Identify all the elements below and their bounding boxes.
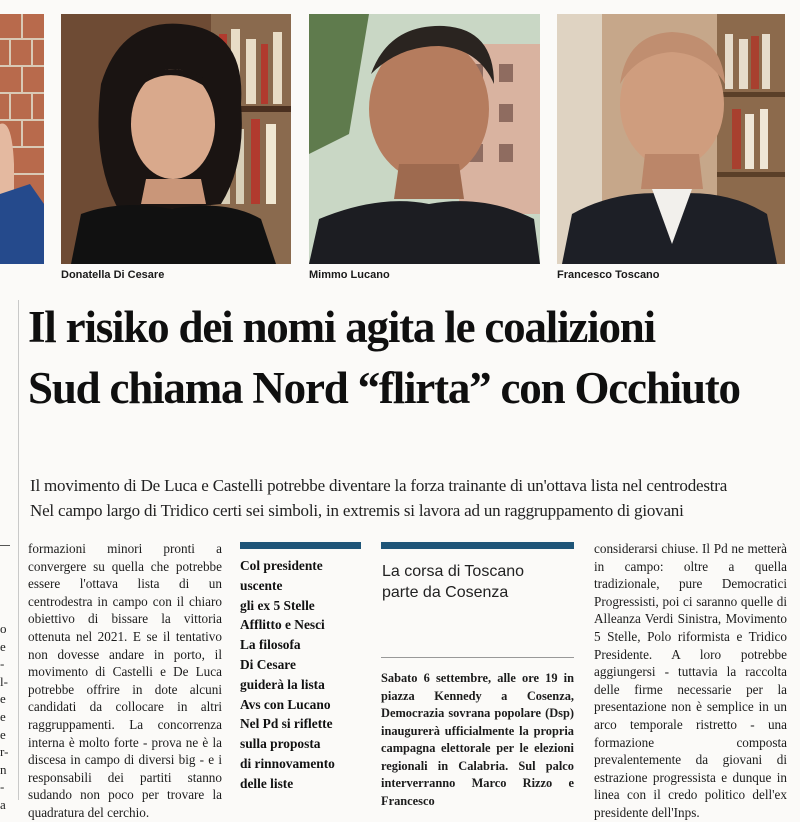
highlight-line: delle liste	[240, 775, 294, 791]
photo-caption-left: Donatella Di Cesare	[61, 269, 165, 281]
sidebar-highlights	[240, 556, 365, 794]
column-1-text: formazioni minori pronti a convergere su quella che potrebbe essere l'ottava lista di un centrodestra in campo con il chiaro obiettivo di bissare la vittoria ottenuta nel 2021. E se il tentativo non dovesse andare in porto, il movimento di Castelli e De Luca potrebbe offrire in dote alcuni candidati da collocare in altri raggruppamenti. La concorrenza interna è molto forte - prova ne è la discesa in campo di diversi big - e i responsabili dei partiti stanno sudando non poco per trovare la quadratura del cerchio.	[28, 541, 222, 820]
fragment: -	[0, 656, 5, 672]
fragment: r-	[0, 744, 9, 760]
highlight-line: Nel Pd si riflette	[240, 716, 333, 732]
fragment: e	[0, 638, 6, 654]
photo-caption-middle: Mimmo Lucano	[309, 269, 390, 281]
photo-mimmo-lucano	[309, 14, 540, 264]
highlight-line: Col presidente	[240, 558, 323, 573]
fragment: l-	[0, 673, 8, 689]
headline-line-1: Il risiko dei nomi agita le coalizioni	[28, 302, 655, 352]
article-column-4	[594, 540, 787, 822]
box-title-divider	[381, 657, 574, 658]
fragment: o	[0, 621, 7, 636]
photo-donatella-di-cesare	[61, 14, 291, 264]
article-column-1	[28, 540, 222, 822]
subheadline-line-2: Nel campo largo di Tridico certi sei simboli, in extremis si lavora ad un raggruppamento di giovani	[30, 501, 684, 520]
highlight-line: sulla proposta	[240, 736, 321, 752]
box-accent-bar	[381, 542, 574, 549]
fragment: a	[0, 796, 6, 812]
photo-partial-left	[0, 14, 44, 264]
fragment: e	[0, 708, 6, 724]
highlight-line: di rinnovamento	[240, 755, 335, 771]
highlight-line: Di Cesare	[240, 656, 296, 672]
fragment: e	[0, 691, 6, 707]
box-title	[382, 561, 577, 603]
fragment: -	[0, 779, 5, 795]
highlight-line: La filosofa	[240, 637, 301, 653]
headline-line-2: Sud chiama Nord “flirta” con Occhiuto	[28, 363, 740, 413]
column-4-text: considerarsi chiuse. Il Pd ne metterà in campo: oltre a quella tradizionale, pure Democratici Progressisti, poi ci saranno quelle di Alleanza Verdi Sinistra, Movimento 5 Stelle, Polo riformista e Tridico Presidente. A loro potrebbe aggiungersi - tuttavia la raccolta delle firme necessarie per la presentazione non è semplice in un arco temporale ristretto - una formazione composta prevalentemente da giovani di estrazione progressista e dunque in linea con il credo politico dell'ex presidente dell'Inps.	[594, 541, 787, 820]
highlight-line: gli ex 5 Stelle	[240, 597, 315, 613]
box-body-text: Sabato 6 settembre, alle ore 19 in piazza Kennedy a Cosenza, Democrazia sovrana popolare (Dsp) inaugurerà ufficialmente la propria campagna elettorale per le elezioni regionali in Calabria. Sul palco interverranno Marco Rizzo e Francesco	[381, 671, 574, 808]
highlight-line: Afflitto e Nesci	[240, 617, 325, 633]
fragment: n	[0, 761, 7, 777]
fragment-rule	[0, 545, 10, 546]
fragment: e	[0, 726, 6, 742]
left-vertical-rule	[18, 300, 19, 800]
sidebar-accent-bar	[240, 542, 361, 549]
highlight-line: Avs con Lucano	[240, 696, 331, 712]
highlight-line: guiderà la lista	[240, 676, 325, 692]
box-title-line-1: La corsa di Toscano	[382, 563, 525, 580]
box-body	[381, 670, 574, 810]
highlight-line: uscente	[240, 577, 283, 593]
subheadline-line-1: Il movimento di De Luca e Castelli potrebbe diventare la forza trainante di un'ottava lista nel centrodestra	[30, 476, 728, 495]
photo-francesco-toscano	[557, 14, 785, 264]
box-title-line-2: parte da Cosenza	[382, 584, 509, 601]
photo-caption-right: Francesco Toscano	[557, 269, 660, 281]
left-column-fragments	[0, 620, 14, 814]
